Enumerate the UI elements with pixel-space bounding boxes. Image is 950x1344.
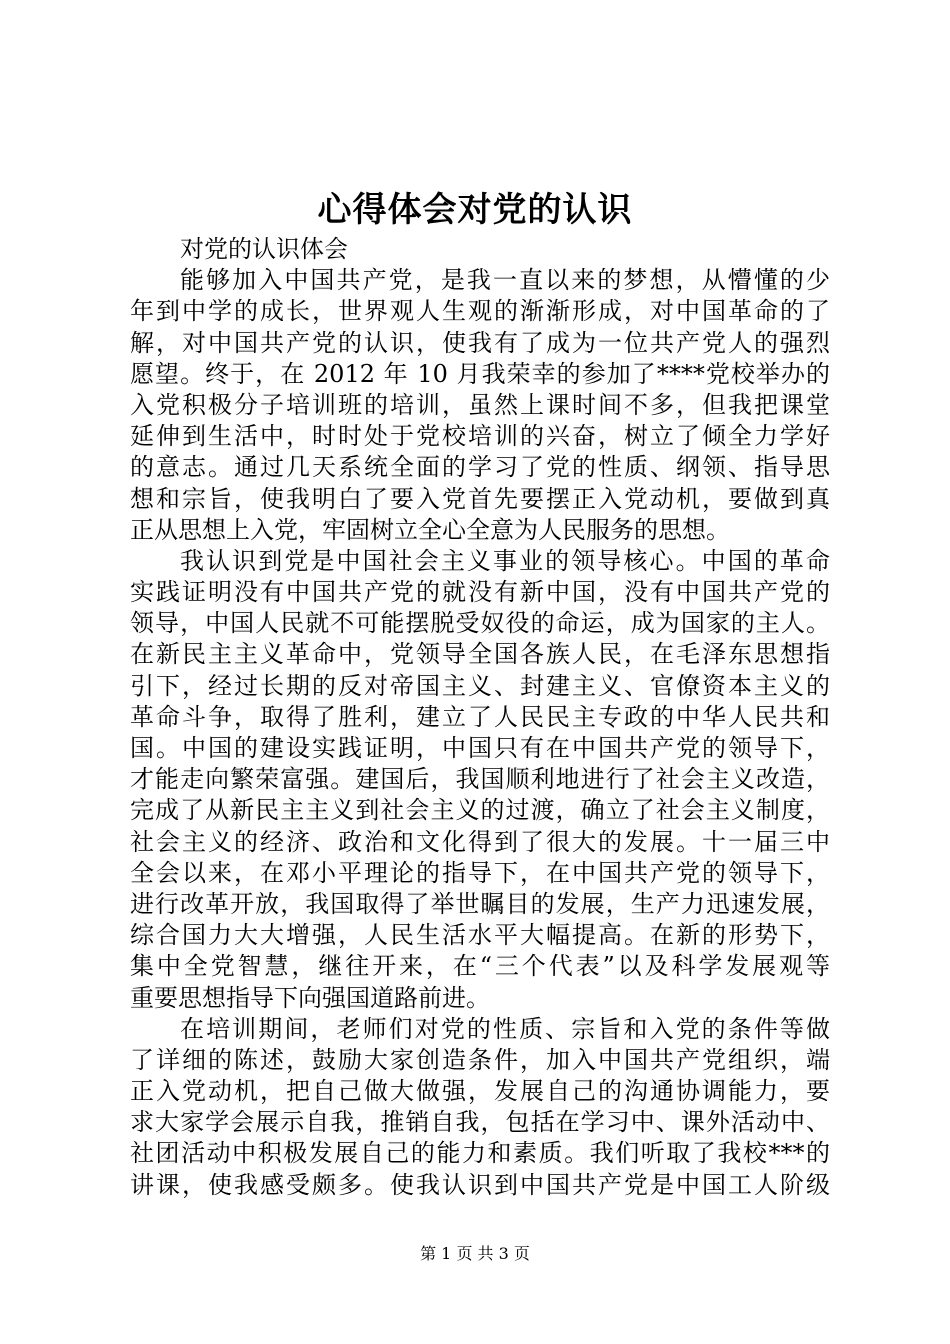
paragraph-line: 实践证明没有中国共产党的就没有新中国，没有中国共产党的 (130, 578, 830, 607)
paragraph-line: 的意志。通过几天系统全面的学习了党的性质、纲领、指导思 (130, 453, 830, 482)
paragraph-line: 革命斗争，取得了胜利，建立了人民民主专政的中华人民共和 (130, 702, 830, 731)
paragraph-line: 在新民主主义革命中，党领导全国各族人民，在毛泽东思想指 (130, 640, 830, 669)
paragraph-line: 了详细的陈述，鼓励大家创造条件，加入中国共产党组织，端 (130, 1045, 830, 1074)
paragraph-line: 入党积极分子培训班的培训，虽然上课时间不多，但我把课堂 (130, 390, 830, 419)
paragraph-line: 年到中学的成长，世界观人生观的渐渐形成，对中国革命的了 (130, 297, 830, 326)
paragraph-line: 正入党动机，把自己做大做强，发展自己的沟通协调能力，要 (130, 1077, 830, 1106)
paragraph-line: 全会以来，在邓小平理论的指导下，在中国共产党的领导下， (130, 858, 830, 887)
page-number: 第 1 页 共 3 页 (420, 1244, 530, 1263)
paragraph-line: 综合国力大大增强，人民生活水平大幅提高。在新的形势下， (130, 921, 830, 950)
paragraph-line: 重要思想指导下向强国道路前进。 (130, 983, 490, 1012)
paragraph-line: 社团活动中积极发展自己的能力和素质。我们听取了我校***的 (130, 1139, 830, 1168)
paragraph-line: 进行改革开放，我国取得了举世瞩目的发展，生产力迅速发展， (130, 889, 830, 918)
paragraph-line: 国。中国的建设实践证明，中国只有在中国共产党的领导下， (130, 734, 830, 762)
paragraph-line: 完成了从新民主主义到社会主义的过渡，确立了社会主义制度， (130, 796, 830, 825)
paragraph-line: 在培训期间，老师们对党的性质、宗旨和入党的条件等做 (180, 1014, 830, 1043)
paragraph-line: 讲课，使我感受颇多。使我认识到中国共产党是中国工人阶级 (130, 1170, 830, 1199)
paragraph-line: 正从思想上入党，牢固树立全心全意为人民服务的思想。 (130, 515, 730, 544)
section-heading: 对党的认识体会 (180, 235, 348, 263)
paragraph-line: 延伸到生活中，时时处于党校培训的兴奋，树立了倾全力学好 (130, 422, 830, 451)
paragraph-line: 引下，经过长期的反对帝国主义、封建主义、官僚资本主义的 (130, 671, 830, 700)
paragraph-line: 解，对中国共产党的认识，使我有了成为一位共产党人的强烈 (130, 328, 830, 357)
paragraph-line: 集中全党智慧，继往开来，在“三个代表”以及科学发展观等 (130, 952, 830, 981)
paragraph-line: 能够加入中国共产党，是我一直以来的梦想，从懵懂的少 (180, 266, 830, 295)
paragraph-line: 求大家学会展示自我，推销自我，包括在学习中、课外活动中、 (130, 1108, 830, 1137)
paragraph-line: 社会主义的经济、政治和文化得到了很大的发展。十一届三中 (130, 827, 830, 856)
paragraph-line: 我认识到党是中国社会主义事业的领导核心。中国的革命 (180, 546, 830, 575)
document-title: 心得体会对党的认识 (317, 190, 633, 230)
document-body (130, 234, 830, 1201)
paragraph-line: 想和宗旨，使我明白了要入党首先要摆正入党动机，要做到真 (130, 484, 830, 513)
paragraph-line: 才能走向繁荣富强。建国后，我国顺利地进行了社会主义改造， (130, 765, 830, 794)
paragraph-line: 愿望。终于，在 2012 年 10 月我荣幸的参加了****党校举办的 (130, 359, 830, 388)
paragraph-line: 领导，中国人民就不可能摆脱受奴役的命运，成为国家的主人。 (130, 609, 830, 638)
